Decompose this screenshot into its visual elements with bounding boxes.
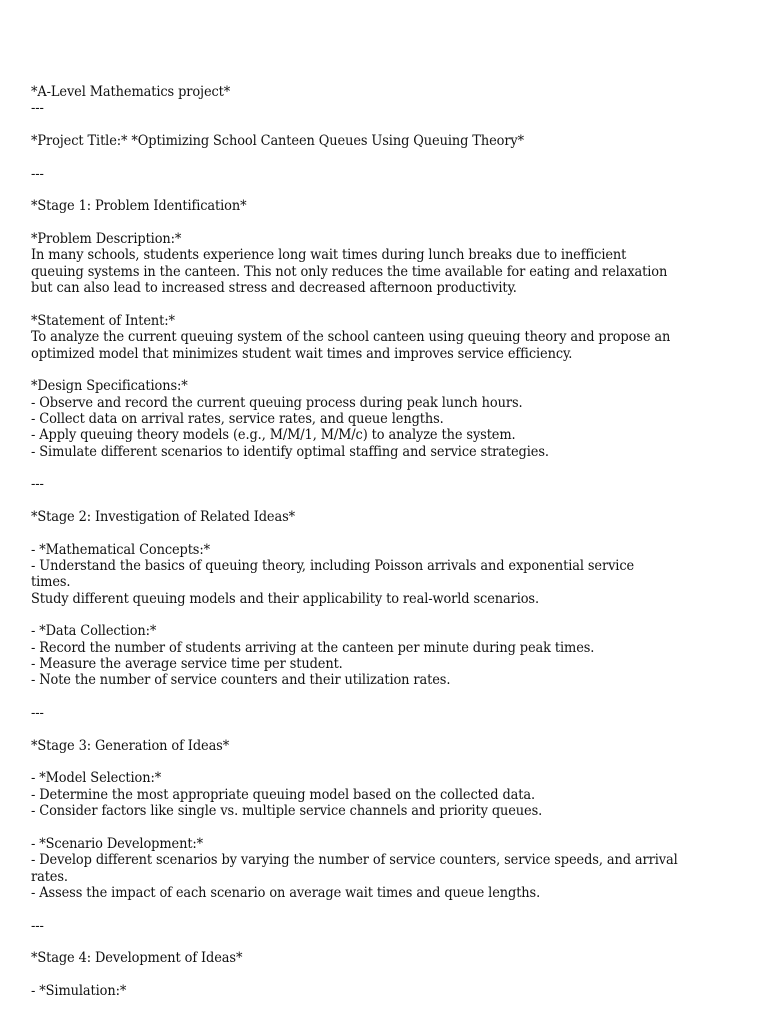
text-line: - Understand the basics of queuing theory, including Poisson arrivals and exponential service [31,557,635,574]
text-line: --- [31,476,44,493]
text-line: times. [31,574,71,591]
text-line: In many schools, students experience long wait times during lunch breaks due to inefficient [31,247,627,264]
text-line: *A-Level Mathematics project* [31,84,231,100]
text-line [31,967,743,983]
text-line: - *Model Selection:* [31,770,162,787]
text-line: - *Scenario Development:* [31,835,204,852]
text-line: --- [31,917,44,934]
text-line: queuing systems in the canteen. This not only reduces the time available for eating and relaxation [31,263,668,280]
text-line [31,901,743,917]
text-line: *Stage 2: Investigation of Related Ideas* [31,508,296,525]
text-line: - Record the number of students arriving at the canteen per minute during peak times. [31,639,595,656]
text-line: *Design Specifications:* [31,378,188,395]
text-line [31,362,743,378]
text-line: --- [31,100,44,117]
text-line: - *Simulation:* [31,982,127,999]
text-line [31,493,743,509]
text-line: rates. [31,868,68,885]
text-line [31,182,743,198]
text-line: *Project Title:* *Optimizing School Canteen Queues Using Queuing Theory* [31,133,525,150]
text-line: --- [31,165,44,182]
text-line [31,607,743,623]
text-line [31,149,743,165]
text-line [31,819,743,835]
text-line: - Consider factors like single vs. multiple service channels and priority queues. [31,803,543,820]
text-line: - Simulate different scenarios to identify optimal staffing and service strategies. [31,443,549,460]
text-line: - Collect data on arrival rates, service rates, and queue lengths. [31,410,444,427]
text-line: --- [31,705,44,722]
text-line [31,934,743,950]
text-line: Study different queuing models and their applicability to real-world scenarios. [31,590,539,607]
text-line: To analyze the current queuing system of the school canteen using queuing theory and propose an [31,329,671,346]
text-line: optimized model that minimizes student wait times and improves service efficiency. [31,345,573,362]
text-line [31,689,743,705]
text-line: - *Mathematical Concepts:* [31,541,210,558]
text-line [31,215,743,231]
text-line [31,525,743,541]
text-line [31,754,743,770]
text-line: but can also lead to increased stress and decreased afternoon productivity. [31,280,517,297]
text-line: - Determine the most appropriate queuing model based on the collected data. [31,786,536,803]
text-line [31,721,743,737]
text-line [31,460,743,476]
text-line: *Stage 1: Problem Identification* [31,198,247,215]
text-line [31,296,743,312]
text-line: - Observe and record the current queuing process during peak lunch hours. [31,394,523,411]
text-line: - Apply queuing theory models (e.g., M/M/1, M/M/c) to analyze the system. [31,427,516,444]
text-line: - Measure the average service time per student. [31,656,343,673]
text-line: - Assess the impact of each scenario on average wait times and queue lengths. [31,884,541,901]
text-line: - Develop different scenarios by varying the number of service counters, service speeds, and arrival [31,852,678,869]
text-line: - Note the number of service counters and their utilization rates. [31,672,451,689]
text-line: *Problem Description:* [31,231,182,248]
document-body [31,84,743,999]
text-line: *Stage 3: Generation of Ideas* [31,737,230,754]
text-line: *Statement of Intent:* [31,312,175,329]
text-line: *Stage 4: Development of Ideas* [31,950,243,967]
text-line [31,117,743,133]
text-line: - *Data Collection:* [31,623,157,640]
